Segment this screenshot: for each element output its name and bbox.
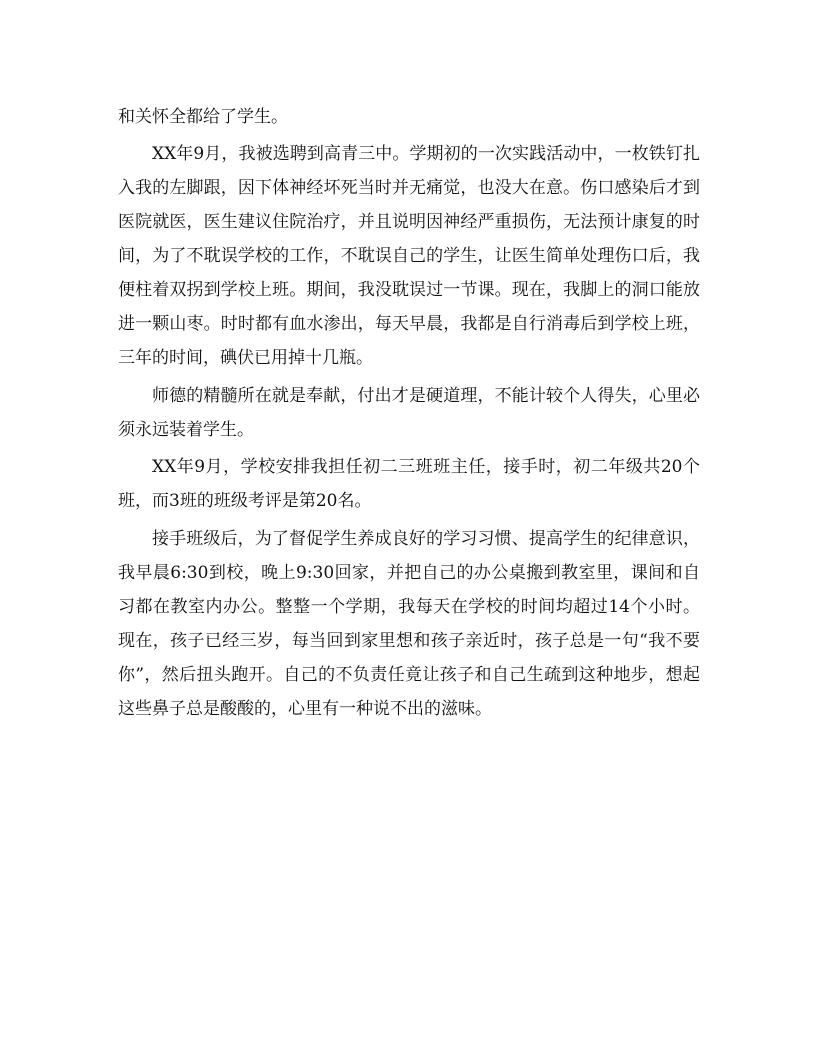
paragraph-4: XX年9月，学校安排我担任初二三班班主任，接手时，初二年级共20个班，而3班的班级考评是第20名。 <box>118 457 700 512</box>
body-text <box>118 100 700 729</box>
paragraph-3: 师德的精髓所在就是奉献，付出才是硬道理，不能计较个人得失，心里必须永远装着学生。 <box>118 385 700 440</box>
paragraph-5: 接手班级后，为了督促学生养成良好的学习习惯、提高学生的纪律意识，我早晨6:30到校，晚上9:30回家，并把自己的办公桌搬到教室里，课间和自习都在教室内办公。整整一个学期，我每天在学校的时间均超过14个小时。现在，孩子已经三岁，每当回到家里想和孩子亲近时，孩子总是一句“我不要你”，然后扭头跑开。自己的不负责任竟让孩子和自己生疏到这种地步，想起这些鼻子总是酸酸的，心里有一种说不出的滋味。 <box>118 528 700 719</box>
paragraph-2: XX年9月，我被选聘到高青三中。学期初的一次实践活动中，一枚铁钉扎入我的左脚跟，因下体神经坏死当时并无痛觉，也没大在意。伤口感染后才到医院就医，医生建议住院治疗，并且说明因神经严重损伤，无法预计康复的时间，为了不耽误学校的工作，不耽误自己的学生，让医生简单处理伤口后，我便柱着双拐到学校上班。期间，我没耽误过一节课。现在，我脚上的洞口能放进一颗山枣。时时都有血水渗出，每天早晨，我都是自行消毒后到学校上班，三年的时间，碘伏已用掉十几瓶。 <box>118 144 700 369</box>
paragraph-1: 和关怀全都给了学生。 <box>118 107 288 127</box>
